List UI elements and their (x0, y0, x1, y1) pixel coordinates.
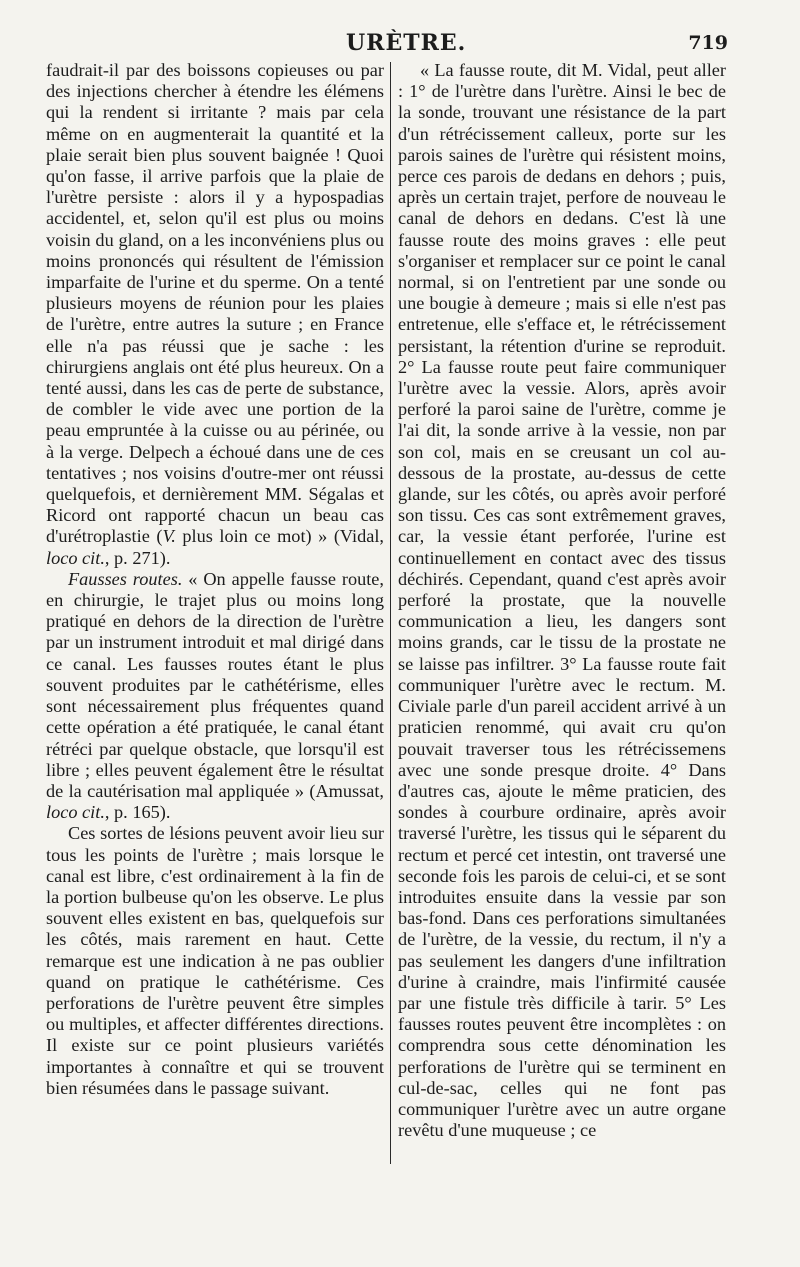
citation-italic-2: loco cit. (46, 802, 105, 823)
left-paragraph-3: Ces sortes de lésions peuvent avoir lieu sur tous les points de l'urètre ; mais lorsque le canal est libre, c'est ordinairement à la fin de la portion bulbeuse qu'on les observe. Le plus souvent elles existent en bas, quelquefois sur les côtés, mais rarement en haut. Cette remarque est une indication à ne pas oublier quand on pratique le cathétérisme. Ces perforations de l'urètre peuvent être simples ou multiples, et affecter différentes directions. Il existe sur ce point plusieurs variétés importantes à connaître et qui se trouvent bien résumées dans le passage suivant. (46, 823, 384, 1098)
running-title: URÈTRE. (346, 30, 467, 56)
running-head (0, 30, 800, 58)
page-number: 719 (688, 32, 728, 54)
left-paragraph-1-tail: plus loin ce mot) » (Vidal, (175, 526, 384, 547)
right-column (398, 60, 726, 1141)
left-paragraph-2-text: « On appelle fausse route, en chirurgie, le trajet plus ou moins long pratiqué en dehors de la direction de l'urètre par un instrument introduit et mal dirigé dans ce canal. Les fausses routes étant le plus souvent produites par le cathétérisme, elles sont nécessairement plus fréquentes quand cette opération a été pratiquée, le canal étant rétréci par quelque obstacle, que lorsqu'il est libre ; elles peuvent également être le résultat de la cautérisation mal appliquée » (Amussat, (46, 568, 384, 801)
left-paragraph-1-end: , p. 271). (104, 547, 171, 568)
section-heading-fausses-routes: Fausses routes. (68, 568, 183, 589)
left-paragraph-2 (46, 569, 384, 823)
citation-italic: loco cit. (46, 547, 105, 568)
left-paragraph-2-end: , p. 165). (104, 802, 171, 823)
right-paragraph-1: « La fausse route, dit M. Vidal, peut aller : 1° de l'urètre dans l'urètre. Ainsi le bec de la sonde, trouvant une résistance de la part d'un rétrécissement calleux, porte sur les parois saines de l'urètre qui résistent moins, perce ces parois de dedans en dehors ; puis, après un certain trajet, perfore de nouveau le canal de dehors en dedans. C'est là une fausse route des moins graves : elle peut s'organiser et remplacer sur ce point le canal normal, si on l'entretient par une sonde ou une bougie à demeure ; mais si elle n'est pas entretenue, elle s'efface et, le rétrécissement persistant, la rétention d'urine se reproduit. 2° La fausse route peut faire communiquer l'urètre avec la vessie. Alors, après avoir perforé la paroi saine de l'urètre, comme je l'ai dit, la sonde arrive à la vessie, non par son col, mais en se creusant un col au-dessous de la prostate, au-dessus de cette glande, sur les côtés, ou après avoir perforé son tissu. Ces cas sont extrêmement graves, car, la vessie étant perforée, l'urine est continuellement en contact avec des tissus déchirés. Cependant, quand c'est après avoir perforé la prostate, que la nouvelle communication a lieu, les dangers sont moins grands, car le tissu de la prostate ne se laisse pas infiltrer. 3° La fausse route fait communiquer l'urètre avec le rectum. M. Civiale parle d'un pareil accident arrivé à un praticien renommé, qui avait cru qu'on pouvait traverser tous les rétrécissemens avec une sonde presque droite. 4° Dans d'autres cas, ajoute le même praticien, des sondes à courbure ordinaire, après avoir traversé l'urètre, les tissus qui le séparent du rectum et percé cet intestin, ont traversé une seconde fois les parois de celui-ci, et se sont introduites ensuite dans la vessie par son bas-fond. Dans ces perforations simultanées de l'urètre, de la vessie, du rectum, il n'y a pas seulement les dangers d'une infiltration d'urine à craindre, mais l'infirmité causée par une fistule très difficile à tarir. 5° Les fausses routes peuvent être incomplètes : on comprendra sous cette dénomination les perforations de l'urètre qui se terminent en cul-de-sac, celles qui ne font pas communiquer l'urètre avec un autre organe revêtu d'une muqueuse ; ce (398, 60, 726, 1141)
left-paragraph-1 (46, 60, 384, 569)
reference-abbrev: V. (162, 526, 176, 547)
left-paragraph-1-text: faudrait-il par des boissons copieuses ou par des injections chercher à étendre les élémens qui la rendent si irritante ? mais par cela même on en augmenterait la quantité et la plaie serait bien plus souvent baignée ! Quoi qu'on fasse, il arrive parfois que la plaie de l'urètre persiste : alors il y a hypospadias accidentel, et, selon qu'il est plus ou moins voisin du gland, on a les inconvéniens plus ou moins prononcés qui résultent de l'émission imparfaite de l'urine et du sperme. On a tenté plusieurs moyens de réunion pour les plaies de l'urètre, entre autres la suture ; en France elle n'a pas réussi que je sache : les chirurgiens anglais ont été plus heureux. On a tenté aussi, dans les cas de perte de substance, de combler le vide avec une portion de la peau empruntée à la cuisse ou au périnée, ou à la verge. Delpech a échoué dans une de ces tentatives ; nos voisins d'outre-mer ont réussi quelquefois, et dernièrement MM. Ségalas et Ricord ont rapporté chacun un beau cas d'urétroplastie ( (46, 60, 384, 547)
column-divider (390, 62, 391, 1164)
left-column (46, 60, 384, 1099)
